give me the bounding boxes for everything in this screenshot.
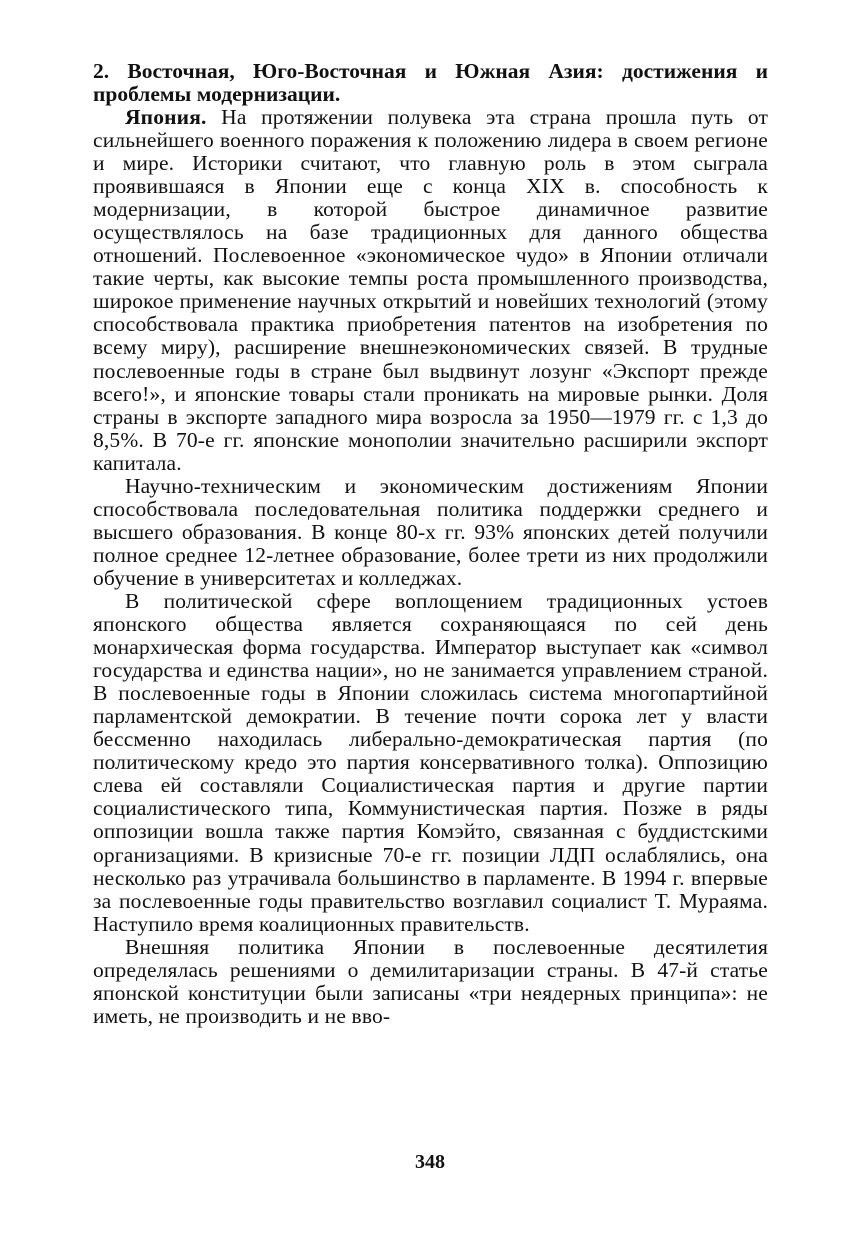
paragraph-education: Научно-техническим и экономическим достижениям Японии способствовала последовательная политика поддержки среднего и высшего образования. В конце 80-х гг. 93% японских детей получили полное среднее 12-летнее образование, более трети из них продолжили обучение в университетах и колледжах. [93, 473, 768, 590]
paragraph-lead-term: Япония. [125, 105, 207, 129]
page-number: 348 [415, 1151, 445, 1173]
paragraph-text: На протяжении полувека эта страна прошла путь от сильнейшего военного поражения к положению лидера в своем регионе и мире. Историки считают, что главную роль в этом сыграла проявившаяся в Японии еще с конца XIX в. способность к модернизации, в которой быстрое динамичное развитие осуществлялось на базе традиционных для данного общества отношений. Послевоенное «экономическое чудо» в Японии отличали такие черты, как высокие темпы роста промышленного производства, широкое применение научных открытий и новейших технологий (этому способствовала практика приобретения патентов на изобретения по всему миру), расширение внешнеэкономических связей. В трудные послевоенные годы в стране был выдвинут лозунг «Экспорт прежде всего!», и японские товары стали проникать на мировые рынки. Доля страны в экспорте западного мира возросла за 1950—1979 гг. с 1,3 до 8,5%. В 70-е гг. японские монополии значительно расширили экспорт капитала. [93, 105, 768, 475]
paragraph-politics: В политической сфере воплощением традиционных устоев японского общества является сохраняющаяся по сей день монархическая форма государства. Император выступает как «символ государства и единства нации», но не занимается управлением страной. В послевоенные годы в Японии сложилась система многопартийной парламентской демократии. В течение почти сорока лет у власти бессменно находилась либерально-демократическая партия (по политическому кредо это партия консервативного толка). Оппозицию слева ей составляли Социалистическая партия и другие партии социалистического типа, Коммунистическая партия. Позже в ряды оппозиции вошла также партия Комэйто, связанная с буддистскими организациями. В кризисные 70-е гг. позиции ЛДП ослаблялись, она несколько раз утрачивала большинство в парламенте. В 1994 г. впервые за послевоенные годы правительство возглавил социалист Т. Мураяма. Наступило время коалиционных правительств. [93, 588, 768, 936]
paragraph-foreign-policy: Внешняя политика Японии в послевоенные десятилетия определялась решениями о демилитаризации страны. В 47-й статье японской конституции были записаны «три неядерных принципа»: не иметь, не производить и не вво- [93, 934, 768, 1028]
paragraph-japan-intro [93, 106, 768, 475]
section-heading: 2. Восточная, Юго-Восточная и Южная Азия: достижения и проблемы модернизации. [93, 59, 768, 106]
page-body [93, 60, 768, 1028]
